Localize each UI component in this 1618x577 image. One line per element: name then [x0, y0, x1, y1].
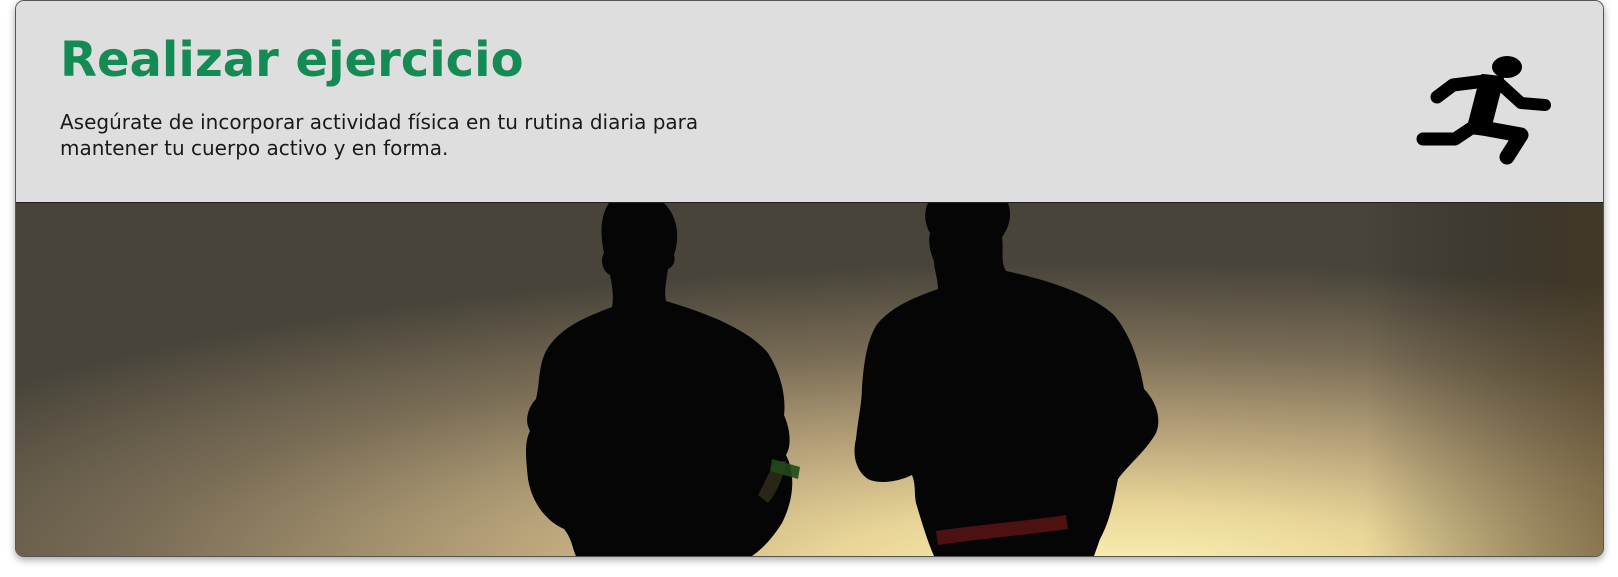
runners-photo — [16, 203, 1603, 556]
card-title: Realizar ejercicio — [60, 32, 524, 88]
card-header — [16, 1, 1603, 203]
running-person-icon — [1415, 55, 1555, 169]
card-description: Asegúrate de incorporar actividad física en tu rutina diaria para mantener tu cuerpo activo y en forma. — [60, 110, 699, 160]
exercise-card — [15, 0, 1604, 557]
